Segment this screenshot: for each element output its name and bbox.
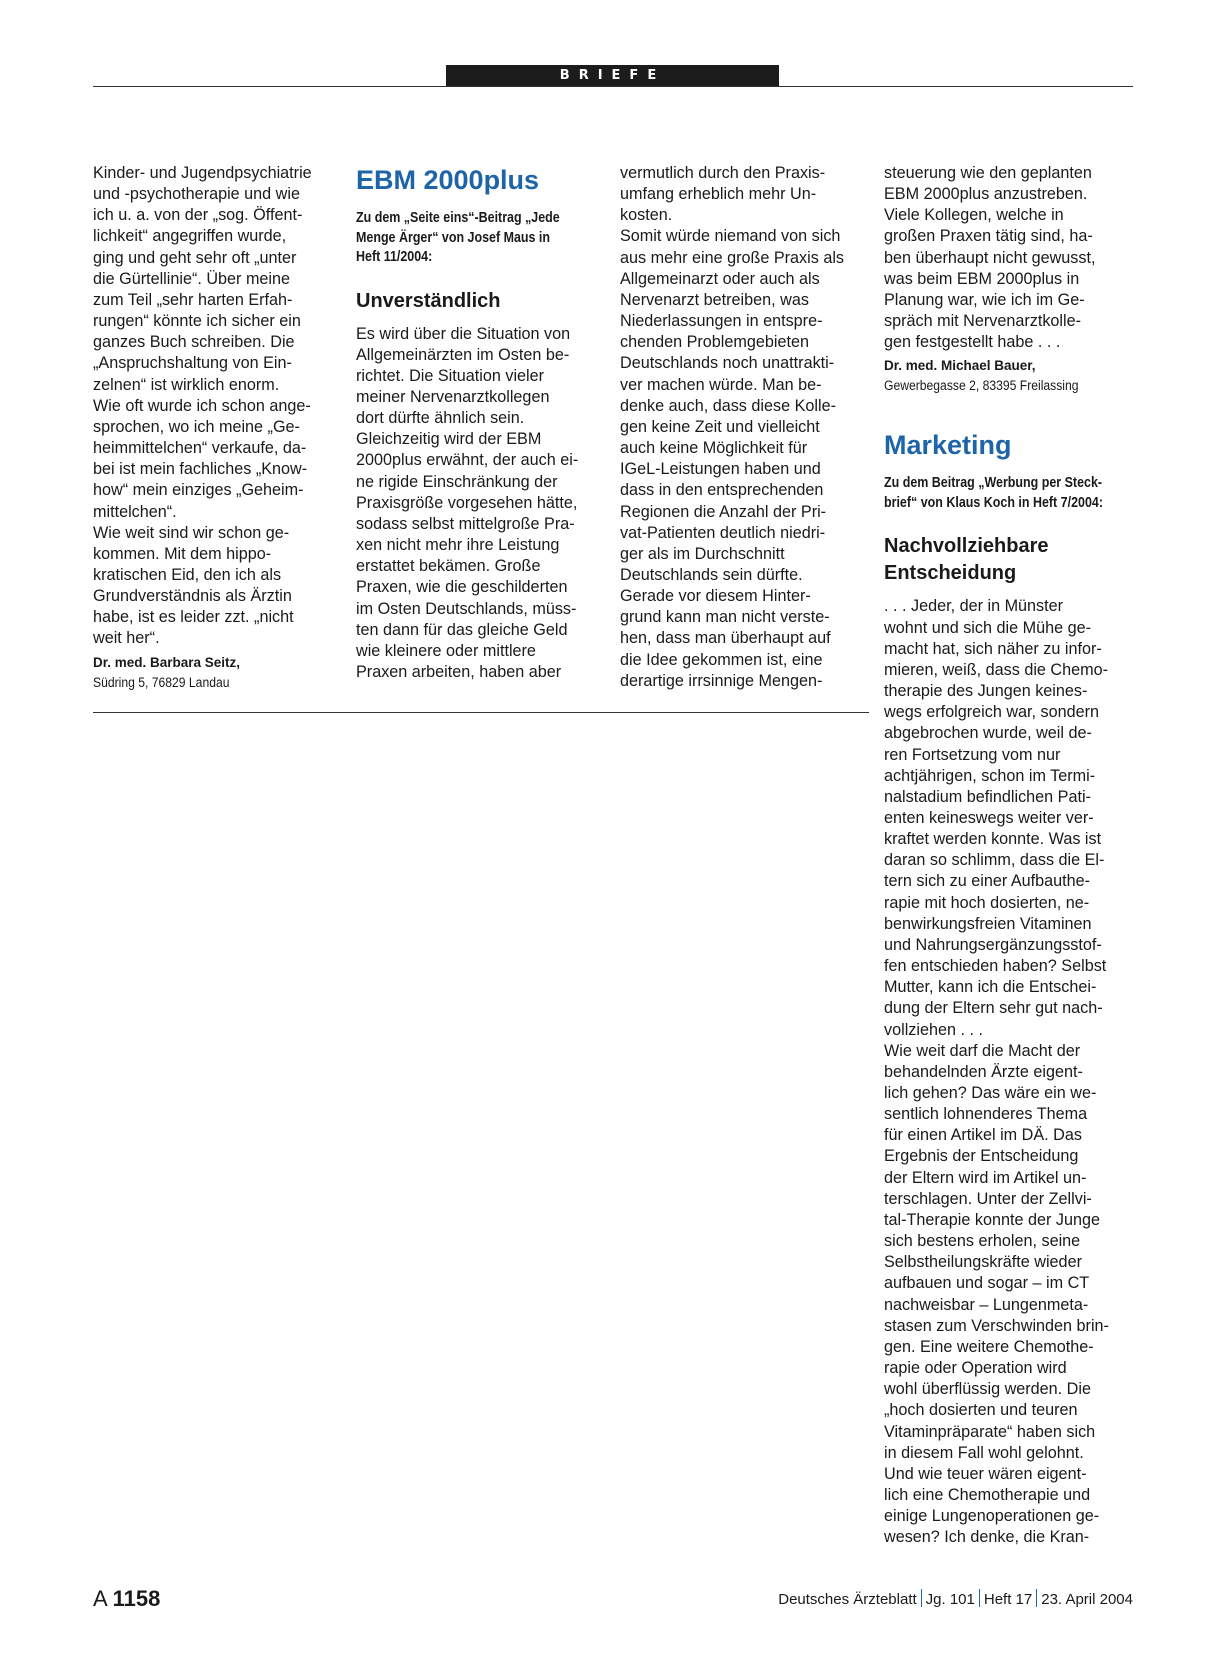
text-line: dass in den entsprechenden — [620, 481, 824, 500]
text-line: Zu dem „Seite eins“-Beitrag „Jede — [356, 210, 560, 226]
article-title: Marketing — [884, 430, 1012, 461]
text-line: vermutlich durch den Praxis- — [620, 164, 826, 182]
letter-body — [884, 163, 1136, 353]
text-line: Viele Kollegen, welche in — [884, 206, 1064, 225]
text-line: brief“ von Klaus Koch in Heft 7/2004: — [884, 494, 1103, 511]
journal-footer — [778, 1589, 1133, 1610]
text-line: spräch mit Nervenarztkolle- — [884, 312, 1082, 331]
text-line: zelnen“ ist wirklich enorm. — [93, 375, 280, 394]
text-line: im Osten Deutschlands, müss- — [356, 599, 577, 618]
text-line: Ergebnis der Entscheidung — [884, 1147, 1079, 1166]
text-line: denke auch, dass diese Kolle- — [620, 396, 836, 415]
footer-separator — [1036, 1589, 1037, 1607]
letter-headline: Unverständlich — [356, 289, 501, 312]
text-line: Kinder- und Jugendpsychiatrie — [93, 164, 312, 182]
text-line: grund kann man nicht verste- — [620, 608, 830, 627]
text-line: rapie oder Operation wird — [884, 1359, 1067, 1378]
text-line: gen. Eine weitere Chemothe- — [884, 1337, 1094, 1356]
text-line: tal-Therapie konnte der Junge — [884, 1210, 1100, 1229]
text-line: dort dürfte ähnlich sein. — [356, 409, 525, 428]
header-rule — [93, 86, 1133, 87]
text-line: kommen. Mit dem hippo- — [93, 544, 272, 563]
article-title: EBM 2000plus — [356, 165, 540, 195]
text-line: meiner Nervenarztkollegen — [356, 387, 550, 406]
page-prefix: A — [93, 1586, 107, 1611]
text-line: 2000plus erwähnt, der auch ei- — [356, 451, 579, 470]
signature-name: Dr. med. Barbara Seitz, — [93, 654, 241, 670]
text-line: Allgemeinarzt oder auch als — [620, 269, 820, 288]
text-line: chenden Problemgebieten — [620, 333, 809, 352]
text-line: Wie oft wurde ich schon ange- — [93, 396, 311, 415]
page-number-value: 1158 — [112, 1586, 161, 1611]
text-line: steuerung wie den geplanten — [884, 164, 1092, 182]
letter-headline — [884, 533, 1136, 587]
text-line: die Idee gekommen ist, eine — [620, 650, 823, 669]
signature-name: Dr. med. Michael Bauer, — [884, 358, 1036, 374]
text-line: Es wird über die Situation von — [356, 324, 571, 343]
text-line: ne rigide Einschränkung der — [356, 472, 558, 491]
text-line: habe, ist es leider zzt. „nicht — [93, 608, 294, 627]
text-line: kraftet werden konnte. Was ist — [884, 830, 1102, 849]
text-line: kratischen Eid, den ich als — [93, 565, 282, 584]
text-line: „hoch dosierten und teuren — [884, 1401, 1078, 1420]
text-line: Wie weit sind wir schon ge- — [93, 523, 290, 542]
text-line: therapie des Jungen keines- — [884, 682, 1088, 701]
footer-separator — [979, 1589, 980, 1607]
text-line: Regionen die Anzahl der Pri- — [620, 502, 827, 521]
text-line: derartige irrsinnige Mengen- — [620, 671, 823, 690]
column-1 — [93, 163, 345, 693]
text-line: auch keine Möglichkeit für — [620, 439, 808, 458]
text-line: und Nahrungsergänzungsstof- — [884, 935, 1102, 954]
text-line: xen nicht mehr ihre Leistung — [356, 536, 560, 555]
text-line: aufbauen und sogar – im CT — [884, 1274, 1090, 1293]
text-line: Praxen arbeiten, haben aber — [356, 663, 562, 681]
text-line: ich u. a. von der „sog. Öffent- — [93, 206, 303, 225]
text-line: benwirkungsfreien Vitaminen — [884, 914, 1092, 933]
text-line: Mutter, kann ich die Entschei- — [884, 978, 1097, 997]
text-line: ganzes Buch schreiben. Die — [93, 333, 295, 352]
text-line: Nervenarzt betreiben, was — [620, 290, 809, 309]
text-line: dung der Eltern sehr gut nach- — [884, 999, 1103, 1018]
signature-address: Südring 5, 76829 Landau — [93, 674, 230, 690]
text-line: „Anspruchshaltung von Ein- — [93, 354, 292, 373]
text-line: umfang erheblich mehr Un- — [620, 185, 817, 204]
text-line: Heft 11/2004: — [356, 249, 433, 265]
letter-body — [356, 324, 608, 684]
text-line: sodass selbst mittelgroße Pra- — [356, 514, 575, 533]
signature-address: Gewerbegasse 2, 83395 Freilassing — [884, 378, 1079, 394]
text-line: IGeL-Leistungen haben und — [620, 460, 821, 479]
text-line: wesen? Ich denke, die Kran- — [884, 1528, 1090, 1547]
journal-date: 23. April 2004 — [1041, 1591, 1133, 1608]
section-label: BRIEFE — [446, 65, 779, 87]
text-line: lichkeit“ angegriffen wurde, — [93, 227, 287, 246]
text-line: Somit würde niemand von sich — [620, 227, 841, 246]
text-line: aus mehr eine große Praxis als — [620, 248, 845, 267]
text-line: enten keineswegs weiter ver- — [884, 808, 1094, 827]
text-line: Selbstheilungskräfte wieder — [884, 1253, 1082, 1272]
text-line: erstattet bekämen. Große — [356, 557, 541, 576]
text-line: was beim EBM 2000plus in — [884, 269, 1080, 288]
text-line: weit her“. — [93, 629, 160, 648]
text-line: Nachvollziehbare — [884, 535, 1049, 558]
text-line: wie kleinere oder mittlere — [356, 641, 536, 660]
text-line: mieren, weiß, dass die Chemo- — [884, 660, 1109, 679]
column-3 — [620, 163, 872, 692]
text-line: ger als im Durchschnitt — [620, 544, 785, 563]
text-line: Planung war, wie ich im Ge- — [884, 290, 1085, 309]
text-line: sich bestens erholen, seine — [884, 1232, 1081, 1251]
text-line: lich gehen? Das wäre ein we- — [884, 1084, 1097, 1102]
text-line: terschlagen. Unter der Zellvi- — [884, 1189, 1092, 1208]
section-divider — [93, 712, 869, 713]
text-line: abgebrochen wurde, weil de- — [884, 724, 1092, 743]
article-intro — [356, 209, 605, 268]
text-line: Und wie teuer wären eigent- — [884, 1464, 1087, 1483]
text-line: rungen“ könnte ich sicher ein — [93, 312, 301, 331]
text-line: lich eine Chemotherapie und — [884, 1485, 1091, 1504]
journal-name: Deutsches Ärzteblatt — [778, 1591, 917, 1608]
text-line: fen entschieden haben? Selbst — [884, 957, 1107, 976]
text-line: zum Teil „sehr harten Erfah- — [93, 290, 293, 309]
text-line: die Gürtellinie“. Über meine — [93, 269, 291, 288]
text-line: Grundverständnis als Ärztin — [93, 587, 292, 606]
text-line: daran so schlimm, dass die El- — [884, 851, 1105, 870]
text-line: Gleichzeitig wird der EBM — [356, 430, 542, 449]
page-number — [93, 1586, 160, 1612]
text-line: behandelnden Ärzte eigent- — [884, 1062, 1083, 1081]
text-line: einige Lungenoperationen ge- — [884, 1507, 1100, 1526]
text-line: Praxisgröße vorgesehen hätte, — [356, 493, 578, 512]
text-line: wegs erfolgreich war, sondern — [884, 703, 1100, 722]
text-line: kosten. — [620, 206, 673, 225]
text-line: Wie weit darf die Macht der — [884, 1041, 1081, 1060]
text-line: sprochen, wo ich meine „Ge- — [93, 417, 300, 436]
text-line: mittelchen“. — [93, 502, 177, 521]
text-line: großen Praxen tätig sind, ha- — [884, 227, 1093, 246]
text-line: vat-Patienten deutlich niedri- — [620, 523, 826, 542]
text-line: Deutschlands noch unattrakti- — [620, 354, 835, 373]
text-line: richtet. Die Situation vieler — [356, 366, 545, 385]
text-line: Menge Ärger“ von Josef Maus in — [356, 229, 551, 246]
text-line: achtjährigen, schon im Termi- — [884, 766, 1096, 785]
text-line: Vitaminpräparate“ haben sich — [884, 1422, 1096, 1441]
column-4 — [884, 163, 1136, 1548]
footer-separator — [921, 1589, 922, 1607]
text-line: in diesem Fall wohl gelohnt. — [884, 1443, 1084, 1462]
text-line: Niederlassungen in entspre- — [620, 312, 823, 331]
text-line: ren Fortsetzung vom nur — [884, 745, 1061, 764]
text-line: vollziehen . . . — [884, 1020, 983, 1039]
text-line: how“ mein einziges „Geheim- — [93, 481, 304, 500]
article-intro — [884, 474, 1133, 513]
text-line: gen keine Zeit und vielleicht — [620, 417, 820, 436]
text-line: Entscheidung — [884, 562, 1017, 585]
text-line: ten dann für das gleiche Geld — [356, 620, 568, 639]
text-line: nalstadium befindlichen Pati- — [884, 787, 1091, 806]
text-line: stasen zum Verschwinden brin- — [884, 1316, 1109, 1335]
letter-body — [620, 163, 872, 692]
text-line: . . . Jeder, der in Münster — [884, 597, 1064, 616]
letter-body — [93, 163, 345, 650]
text-line: und -psychotherapie und wie — [93, 185, 300, 204]
journal-issue: Heft 17 — [983, 1591, 1033, 1608]
text-line: sentlich lohnenderes Thema — [884, 1105, 1088, 1124]
text-line: ging und geht sehr oft „unter — [93, 248, 297, 267]
text-line: tern sich zu einer Aufbauthe- — [884, 872, 1091, 891]
text-line: gen festgestellt habe . . . — [884, 333, 1061, 352]
text-line: Deutschlands sein dürfte. — [620, 565, 803, 584]
text-line: ver machen würde. Man be- — [620, 375, 822, 394]
text-line: EBM 2000plus anzustreben. — [884, 185, 1088, 204]
text-line: Allgemeinärzten im Osten be- — [356, 345, 570, 364]
text-line: Gerade vor diesem Hinter- — [620, 587, 811, 606]
text-line: ben überhaupt nicht gewusst, — [884, 248, 1096, 267]
text-line: heimmittelchen“ verkaufe, da- — [93, 439, 307, 458]
text-line: hen, dass man überhaupt auf — [620, 629, 831, 648]
text-line: nachweisbar – Lungenmeta- — [884, 1295, 1089, 1314]
letter-body — [884, 596, 1136, 1548]
text-line: macht hat, sich näher zu infor- — [884, 639, 1102, 658]
text-line: rapie mit hoch dosierten, ne- — [884, 893, 1090, 912]
text-line: wohl überflüssig werden. Die — [884, 1380, 1091, 1399]
column-2 — [356, 163, 608, 683]
text-line: bei ist mein fachliches „Know- — [93, 460, 308, 479]
text-line: wohnt und sich die Mühe ge- — [884, 618, 1091, 637]
text-line: der Eltern wird im Artikel un- — [884, 1168, 1087, 1187]
text-line: Zu dem Beitrag „Werbung per Steck- — [884, 475, 1103, 492]
text-line: Praxen, wie die geschilderten — [356, 578, 568, 597]
text-line: für einen Artikel im DÄ. Das — [884, 1126, 1082, 1145]
journal-volume: Jg. 101 — [925, 1591, 975, 1608]
